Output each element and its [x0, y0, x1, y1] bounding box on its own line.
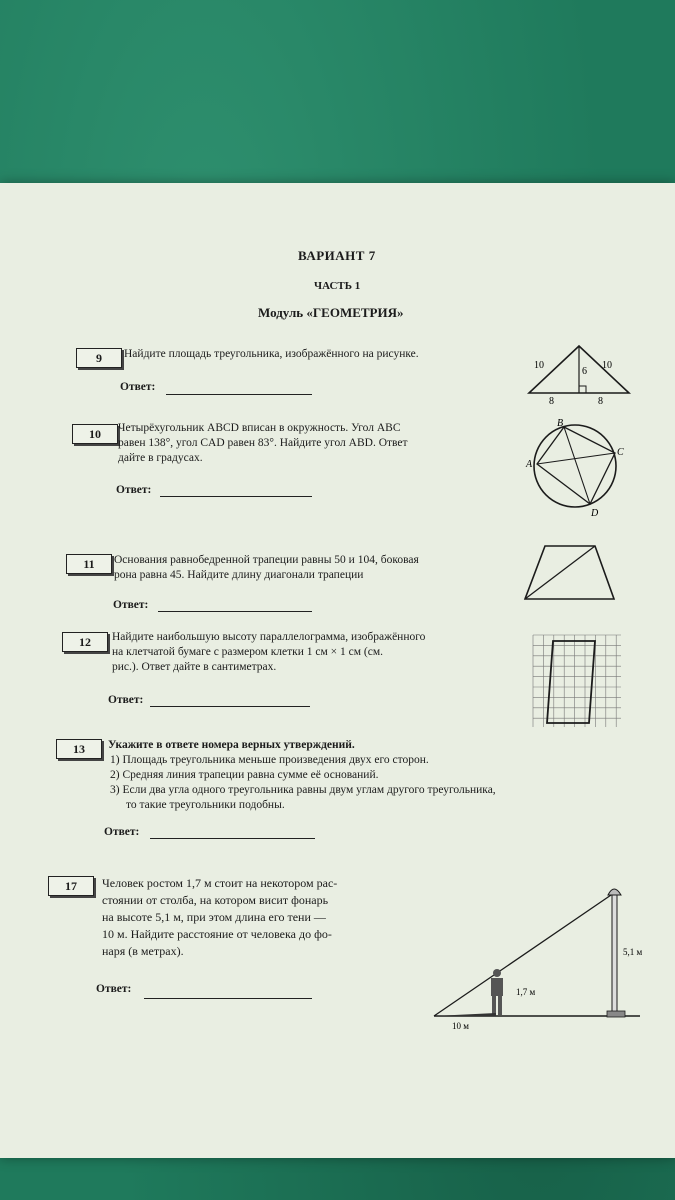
lamp-post-figure — [430, 883, 650, 1033]
statement-list — [110, 753, 668, 813]
question-11-line-2: рона равна 45. Найдите длину диагонали трапеции — [114, 569, 364, 581]
answer-label-12: Ответ: — [108, 694, 144, 706]
question-number-17: 17 — [48, 876, 94, 896]
trapezoid-figure — [522, 543, 617, 603]
answer-field-10[interactable] — [160, 496, 312, 497]
question-number-13: 13 — [56, 739, 102, 759]
question-10-text — [118, 421, 508, 466]
triangle-figure — [524, 343, 634, 407]
answer-field-9[interactable] — [166, 394, 312, 395]
question-17-line-1: Человек ростом 1,7 м стоит на некотором рас- — [102, 876, 338, 890]
answer-field-12[interactable] — [150, 706, 310, 707]
label-base-right: 8 — [598, 396, 603, 407]
question-number-11: 11 — [66, 554, 112, 574]
exam-sheet — [0, 183, 675, 1158]
module-title: Модуль «ГЕОМЕТРИЯ» — [258, 305, 404, 320]
question-17-text — [102, 875, 422, 960]
answer-label-17: Ответ: — [96, 983, 132, 995]
question-17-line-3: на высоте 5,1 м, при этом длина его тени — — [102, 910, 326, 924]
question-12-line-3: рис.). Ответ дайте в сантиметрах. — [112, 661, 277, 673]
answer-label-11: Ответ: — [113, 599, 149, 611]
part-title: ЧАСТЬ 1 — [314, 280, 361, 292]
answer-field-13[interactable] — [150, 838, 315, 839]
label-b: B — [557, 418, 564, 429]
answer-field-17[interactable] — [144, 998, 312, 999]
label-base-left: 8 — [549, 396, 554, 407]
label-pole-height: 5,1 м — [623, 947, 643, 957]
question-10-line-3: дайте в градусах. — [118, 452, 203, 464]
question-17-line-4: 10 м. Найдите расстояние от человека до фо- — [102, 927, 332, 941]
statement-3: 3) Если два угла одного треугольника равны двум углам другого треугольника, — [110, 784, 496, 796]
label-side-left: 10 — [534, 360, 544, 371]
question-13-text — [108, 738, 668, 813]
question-12-line-1: Найдите наибольшую высоту параллелограмма, изображённого — [112, 631, 426, 643]
question-17-line-5: наря (в метрах). — [102, 944, 184, 958]
question-13-intro: Укажите в ответе номера верных утверждений. — [108, 739, 355, 751]
label-d: D — [591, 508, 599, 519]
label-c: C — [617, 447, 624, 458]
label-side-right: 10 — [602, 360, 612, 371]
question-number-10: 10 — [72, 424, 118, 444]
answer-label-13: Ответ: — [104, 826, 140, 838]
statement-3-continued: то такие треугольники подобны. — [126, 799, 285, 811]
question-12-line-2: на клетчатой бумаге с размером клетки 1 см × 1 см (см. — [112, 646, 384, 658]
question-number-12: 12 — [62, 632, 108, 652]
question-9-text: Найдите площадь треугольника, изображённого на рисунке. — [124, 348, 419, 360]
question-11-line-1: Основания равнобедренной трапеции равны 50 и 104, боковая — [114, 554, 419, 566]
answer-label-10: Ответ: — [116, 484, 152, 496]
question-10-line-1: Четырёхугольник ABCD вписан в окружность. Угол ABC — [118, 422, 401, 434]
label-height: 6 — [582, 366, 587, 377]
statement-1: 1) Площадь треугольника меньше произведения двух его сторон. — [110, 754, 429, 766]
question-17-line-2: стоянии от столба, на котором висит фонарь — [102, 893, 329, 907]
question-number-9: 9 — [76, 348, 122, 368]
answer-label-9: Ответ: — [120, 381, 156, 393]
label-a: A — [526, 459, 533, 470]
grid-parallelogram-figure — [533, 635, 623, 730]
inscribed-quadrilateral-figure — [526, 418, 630, 521]
question-12-text — [112, 630, 517, 675]
question-10-line-2: равен 138°, угол CAD равен 83°. Найдите угол ABD. Ответ — [118, 437, 408, 449]
statement-2: 2) Средняя линия трапеции равна сумме её оснований. — [110, 769, 379, 781]
question-11-text — [114, 553, 514, 583]
label-person-height: 1,7 м — [516, 987, 536, 997]
answer-field-11[interactable] — [158, 611, 312, 612]
variant-title: ВАРИАНТ 7 — [298, 248, 376, 263]
label-shadow-length: 10 м — [452, 1021, 469, 1031]
